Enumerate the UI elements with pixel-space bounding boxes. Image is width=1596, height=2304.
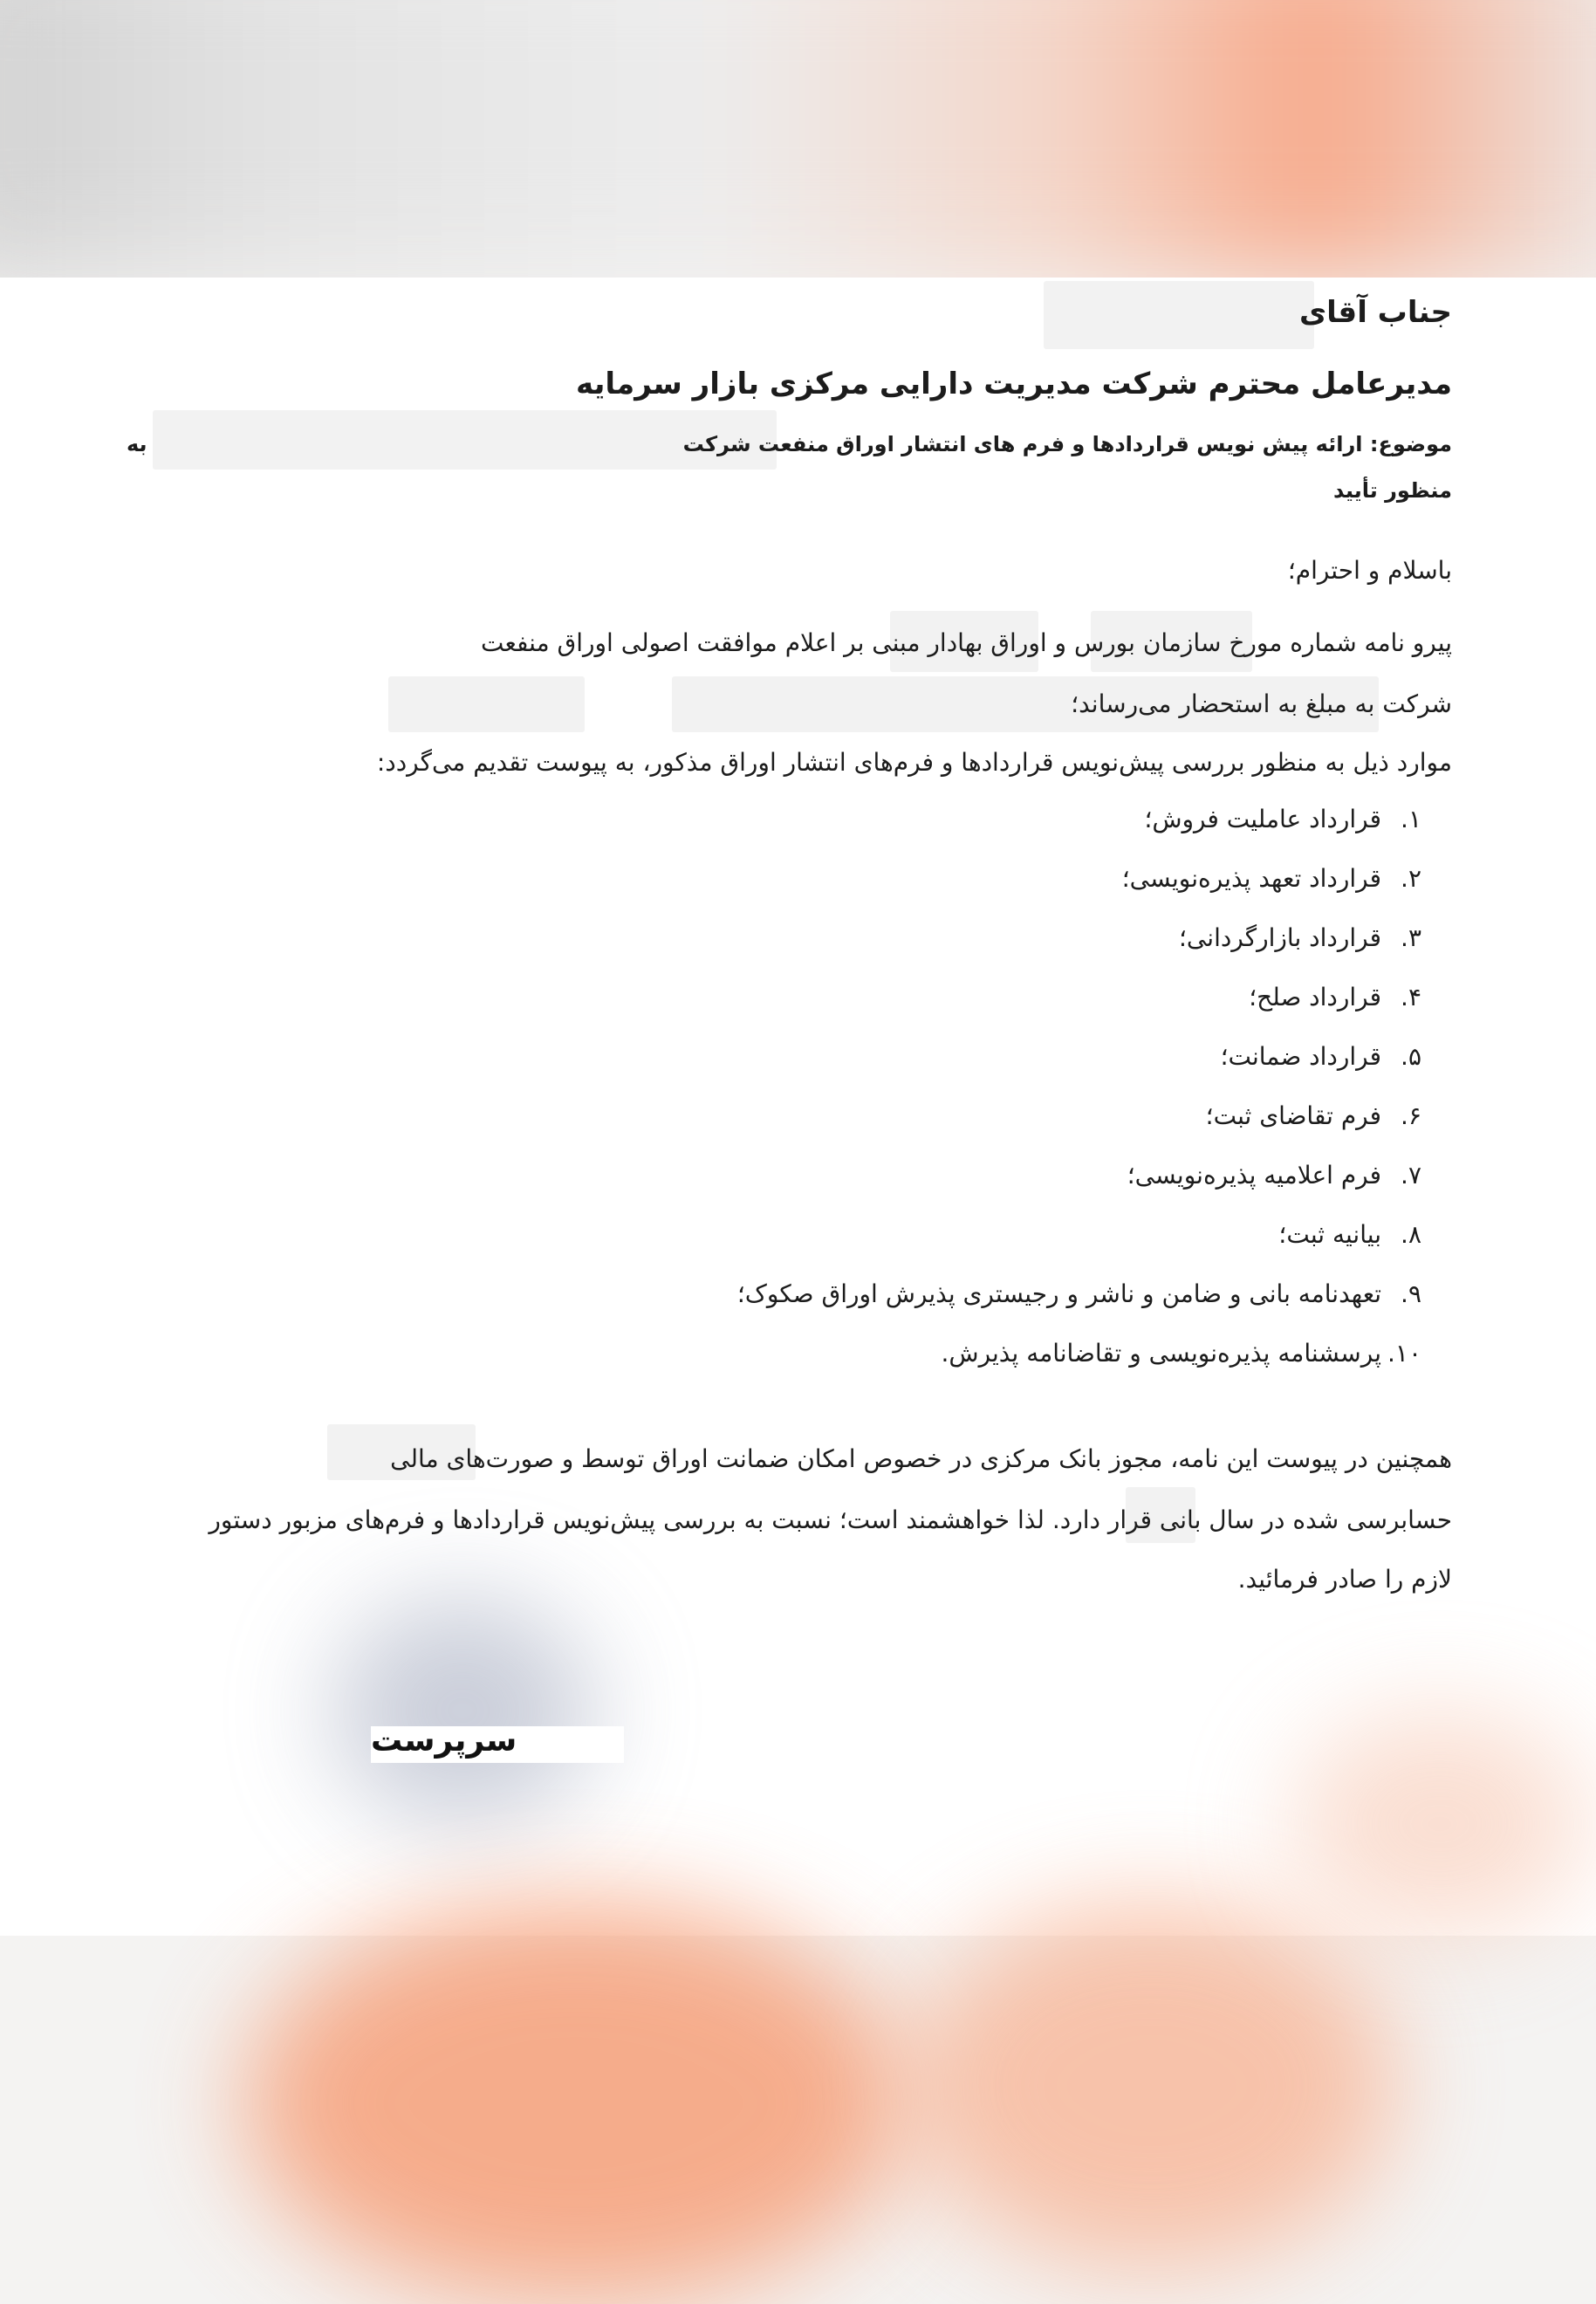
greeting: باسلام و احترام؛ <box>1287 556 1452 585</box>
list-item-number: ۵. <box>1401 1042 1421 1071</box>
list-item-text: پرسشنامه پذیره‌نویسی و تقاضانامه پذیرش. <box>941 1339 1381 1368</box>
signature-block <box>371 1723 624 1763</box>
list-item-text: قرارداد عاملیت فروش؛ <box>1144 805 1381 833</box>
bottom-background-blur-right <box>908 1903 1396 2269</box>
redacted-amount <box>388 676 585 732</box>
list-item-text: فرم اعلامیه پذیره‌نویسی؛ <box>1127 1161 1381 1190</box>
list-item-number: ۹. <box>1401 1279 1421 1308</box>
subject-line-2: منظور تأیید <box>1333 478 1452 503</box>
list-item-number: ۶. <box>1401 1101 1421 1130</box>
list-item-text: فرم تقاضای ثبت؛ <box>1205 1101 1381 1130</box>
paragraph-2-line-1: همچنین در پیوست این نامه، مجوز بانک مرکزی در خصوص امکان ضمانت اوراق توسط و صورت‌های مالی <box>390 1444 1452 1473</box>
bottom-background-blur <box>244 1903 908 2304</box>
list-item-text: قرارداد صلح؛ <box>1249 983 1381 1011</box>
subject-tail: به <box>127 432 147 456</box>
top-background-blur <box>0 0 1596 279</box>
list-item-text: بیانیه ثبت؛ <box>1278 1220 1381 1249</box>
list-item-text: قرارداد ضمانت؛ <box>1220 1042 1381 1071</box>
list-item <box>737 1161 1421 1220</box>
addressee: مدیرعامل محترم شرکت مدیریت دارایی مرکزی بازار سرمایه <box>576 367 1452 401</box>
list-item-number: ۸. <box>1401 1220 1421 1249</box>
attachment-list <box>737 805 1421 1398</box>
list-item <box>737 983 1421 1042</box>
list-item-number: ۱. <box>1401 805 1421 833</box>
list-item <box>737 1220 1421 1279</box>
paragraph-1-line-2: شرکت به مبلغ به استحضار می‌رساند؛ <box>1071 689 1452 718</box>
signature-smudge <box>332 1597 593 1824</box>
list-item <box>737 864 1421 923</box>
list-item-number: ۳. <box>1401 923 1421 952</box>
list-item-number: ۴. <box>1401 983 1421 1011</box>
list-item-text: قرارداد بازارگردانی؛ <box>1179 923 1381 952</box>
paragraph-2-line-3: لازم را صادر فرمائید. <box>1237 1565 1452 1594</box>
list-item-number: ۷. <box>1401 1161 1421 1190</box>
paragraph-1-line-3: موارد ذیل به منظور بررسی پیش‌نویس قراردادها و فرم‌های انتشار اوراق مذکور، به پیوست تقدیم می‌گردد: <box>376 748 1452 777</box>
signature-title: سرپرست <box>371 1723 517 1759</box>
list-item-number: ۲. <box>1401 864 1421 893</box>
list-item <box>737 923 1421 983</box>
list-item <box>737 1101 1421 1161</box>
list-item <box>737 1339 1421 1398</box>
redacted-name <box>1044 281 1314 349</box>
salutation: جناب آقای <box>1299 295 1452 330</box>
list-item <box>737 1279 1421 1339</box>
paragraph-2-line-2: حسابرسی شده در سال بانی قرار دارد. لذا خواهشمند است؛ نسبت به بررسی پیش‌نویس قراردادها و فرم‌های مزبور دستور <box>209 1505 1452 1534</box>
list-item <box>737 805 1421 864</box>
bottom-right-smudge <box>1291 1711 1588 1937</box>
list-item <box>737 1042 1421 1101</box>
list-item-text: تعهدنامه بانی و ضامن و ناشر و رجیستری پذیرش اوراق صکوک؛ <box>736 1279 1381 1308</box>
list-item-text: قرارداد تعهد پذیره‌نویسی؛ <box>1121 864 1381 893</box>
paragraph-1-line-1: پیرو نامه شماره مورخ سازمان بورس و اوراق بهادار مبنی بر اعلام موافقت اصولی اوراق منفعت <box>480 628 1452 657</box>
list-item-number: ۱۰. <box>1387 1339 1421 1368</box>
subject-line: موضوع: ارائه پیش نویس قراردادها و فرم های انتشار اوراق منفعت شرکت <box>682 432 1452 456</box>
